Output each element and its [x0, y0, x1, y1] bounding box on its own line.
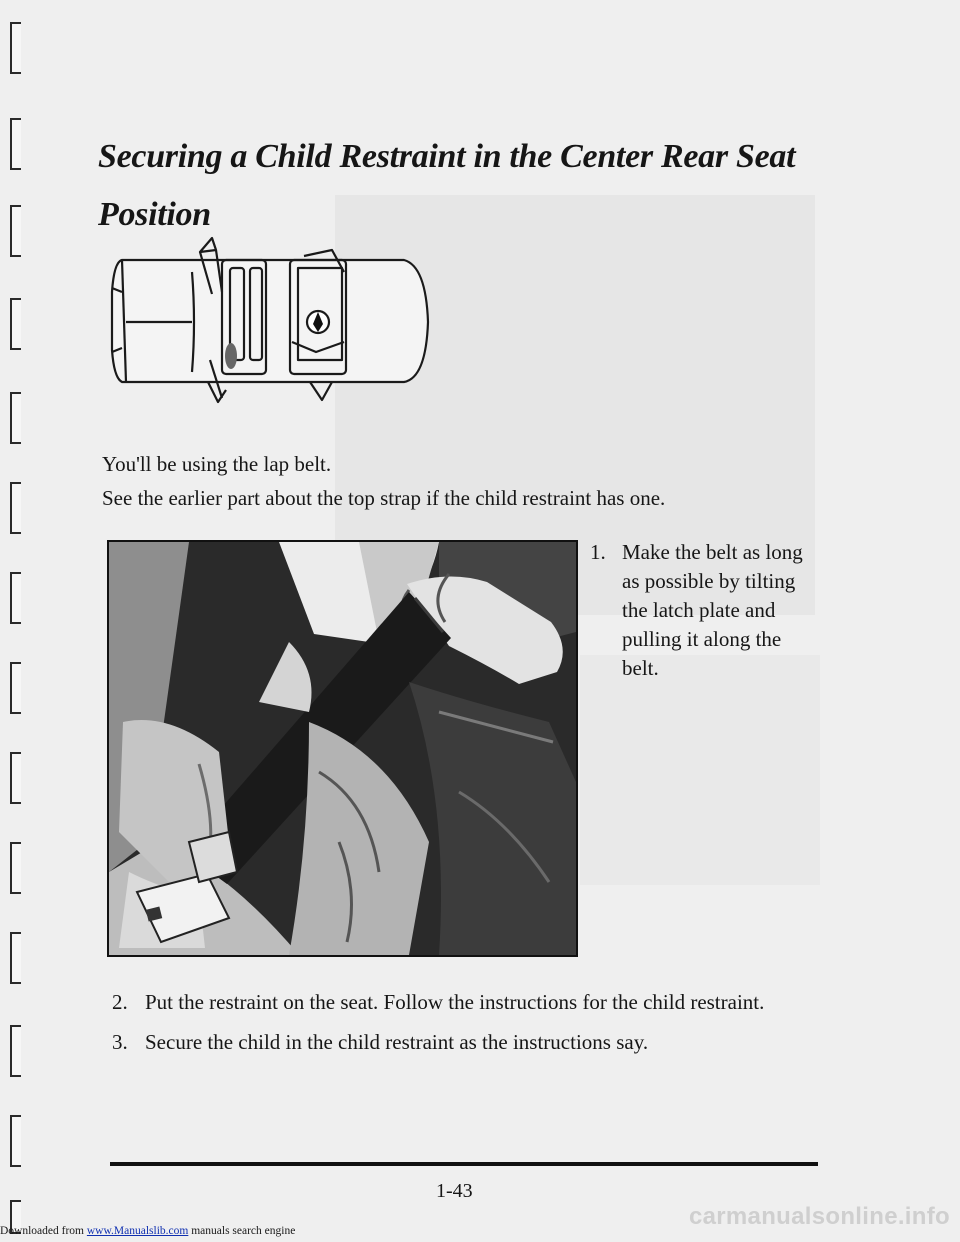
- binder-tab: [10, 118, 21, 170]
- step-number: 1.: [590, 540, 606, 564]
- binder-tab: [10, 1115, 21, 1167]
- step-3: [112, 1028, 792, 1056]
- page-title: Securing a Child Restraint in the Center Rear Seat Position: [98, 138, 796, 233]
- binder-tab: [10, 572, 21, 624]
- footer-rule: [110, 1162, 818, 1166]
- vehicle-seat-position-diagram: [104, 232, 434, 410]
- step-list: [112, 988, 792, 1068]
- binder-tab: [10, 842, 21, 894]
- binder-tab: [10, 22, 21, 74]
- binder-tab: [10, 932, 21, 984]
- binder-tab: [10, 662, 21, 714]
- step-text: Secure the child in the child restraint as the instructions say.: [145, 1030, 649, 1054]
- step-number: 3.: [112, 1030, 128, 1054]
- seat-belt-latch-photo: [107, 540, 578, 957]
- step-2: [112, 988, 792, 1016]
- footer-prefix: Downloaded from: [0, 1225, 84, 1237]
- step-text: Put the restraint on the seat. Follow the instructions for the child restraint.: [145, 990, 765, 1014]
- binder-tab: [10, 298, 21, 350]
- bleed-through: [580, 655, 820, 885]
- step-text: Make the belt as long as possible by tilting the latch plate and pulling it along the belt.: [622, 540, 803, 680]
- binder-tab: [10, 482, 21, 534]
- download-footer: [0, 1225, 295, 1237]
- binder-tab: [10, 752, 21, 804]
- binder-tab: [10, 1025, 21, 1077]
- intro-line: You'll be using the lap belt.: [102, 452, 332, 476]
- watermark: carmanualsonline.info: [688, 1203, 950, 1230]
- page-number: 1-43: [436, 1180, 473, 1202]
- binder-tab: [10, 392, 21, 444]
- binder-tab: [10, 205, 21, 257]
- step-number: 2.: [112, 990, 128, 1014]
- manualslib-link[interactable]: www.Manualslib.com: [86, 1225, 189, 1237]
- footer-suffix: manuals search engine: [191, 1225, 296, 1237]
- intro-line: See the earlier part about the top strap if the child restraint has one.: [102, 486, 666, 510]
